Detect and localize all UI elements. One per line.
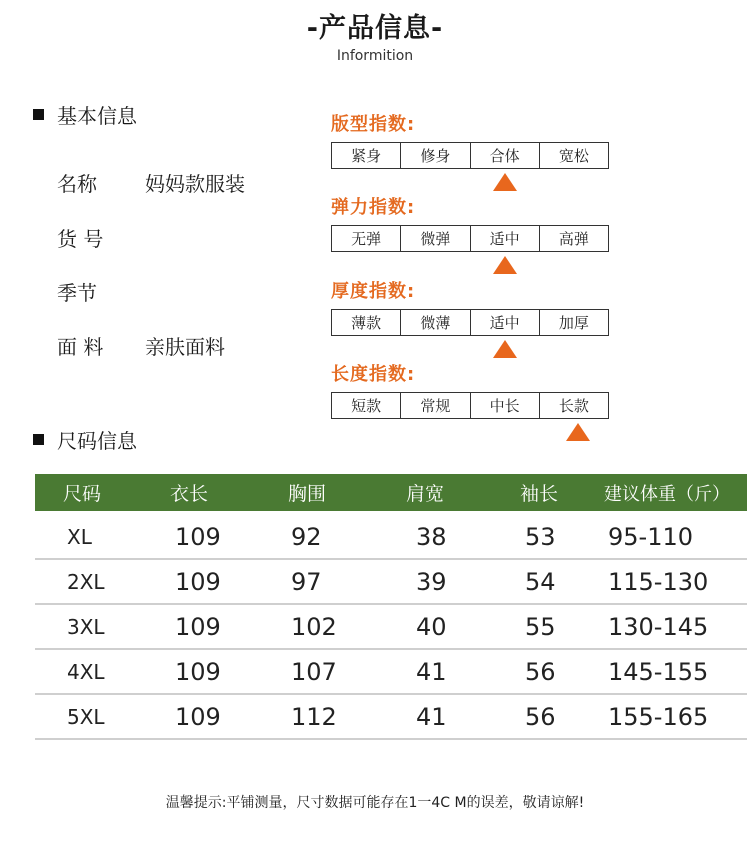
- table-cell: 145-155: [608, 657, 709, 686]
- table-cell: 54: [525, 567, 556, 596]
- index-title: 版型指数:: [331, 114, 416, 135]
- table-cell: 95-110: [608, 522, 694, 551]
- table-cell: 107: [291, 657, 337, 686]
- page-title: -产品信息-: [306, 13, 444, 44]
- index-block-thickness: [331, 277, 609, 358]
- scale-option: 微弹: [401, 226, 470, 251]
- info-value-name: 妈妈款服装: [145, 172, 245, 196]
- info-label-fabric: 面 料: [57, 335, 104, 359]
- selected-marker-icon: [493, 173, 517, 191]
- scale-option: 微薄: [401, 310, 470, 335]
- index-scale: [331, 225, 609, 252]
- selected-marker-icon: [493, 340, 517, 358]
- table-cell: 92: [291, 522, 322, 551]
- table-cell: 56: [525, 702, 556, 731]
- table-cell: 39: [416, 567, 447, 596]
- info-label-season: 季节: [57, 281, 97, 305]
- table-cell: 112: [291, 702, 337, 731]
- table-cell: 56: [525, 657, 556, 686]
- index-block-fit: [331, 110, 609, 191]
- scale-option: 适中: [471, 226, 540, 251]
- table-cell: 109: [175, 612, 221, 641]
- table-row: [35, 605, 747, 650]
- table-cell: 38: [416, 522, 447, 551]
- table-row: [35, 695, 747, 740]
- size-table: [35, 474, 747, 740]
- table-cell: 155-165: [608, 702, 709, 731]
- header-cell: 建议体重（斤）: [604, 483, 730, 505]
- basic-info-heading-text: 基本信息: [57, 104, 137, 128]
- table-cell: 115-130: [608, 567, 709, 596]
- index-title: 弹力指数:: [331, 197, 416, 218]
- size-table-header: [35, 474, 747, 511]
- size-info-heading: [33, 425, 137, 454]
- table-cell: 40: [416, 612, 447, 641]
- table-cell: XL: [67, 524, 92, 549]
- scale-option: 长款: [558, 397, 589, 415]
- selected-marker-icon: [493, 256, 517, 274]
- info-label-name: 名称: [57, 172, 97, 196]
- table-cell: 53: [525, 522, 556, 551]
- info-label-item-no: 货 号: [57, 227, 104, 251]
- table-cell: 130-145: [608, 612, 709, 641]
- header-cell: 肩宽: [406, 483, 445, 505]
- table-cell: 109: [175, 657, 221, 686]
- header-cell: 尺码: [63, 483, 102, 505]
- index-block-elasticity: [331, 193, 609, 274]
- basic-info-heading: [33, 100, 137, 129]
- table-cell: 102: [291, 612, 337, 641]
- index-scale: [331, 142, 609, 169]
- scale-option: 合体: [471, 143, 540, 168]
- table-row: [35, 650, 747, 695]
- scale-option: 中长: [471, 393, 540, 418]
- table-cell: 5XL: [67, 704, 105, 729]
- table-cell: 2XL: [67, 569, 105, 594]
- square-bullet-icon: [33, 109, 44, 120]
- size-info-heading-text: 尺码信息: [57, 429, 137, 453]
- table-cell: 41: [416, 702, 447, 731]
- index-title: 长度指数:: [331, 364, 416, 385]
- scale-option: 适中: [471, 310, 540, 335]
- index-scale: [331, 309, 609, 336]
- scale-option: 无弹: [332, 226, 401, 251]
- selected-marker-icon: [566, 423, 590, 441]
- header-cell: 袖长: [520, 483, 559, 505]
- table-cell: 41: [416, 657, 447, 686]
- table-row: [35, 560, 747, 605]
- index-title: 厚度指数:: [331, 281, 416, 302]
- scale-option: 修身: [401, 143, 470, 168]
- info-value-fabric: 亲肤面料: [145, 335, 225, 359]
- measurement-note: 温馨提示:平铺测量，尺寸数据可能存在1一4C M的误差，敬请谅解!: [165, 795, 585, 811]
- table-row: [35, 515, 747, 560]
- scale-option: 常规: [401, 393, 470, 418]
- header-cell: 胸围: [288, 483, 327, 505]
- square-bullet-icon: [33, 434, 44, 445]
- index-block-length: [331, 360, 609, 441]
- scale-option: 短款: [332, 393, 401, 418]
- table-cell: 4XL: [67, 659, 105, 684]
- scale-option: 加厚: [558, 314, 589, 332]
- header-cell: 衣长: [170, 483, 209, 505]
- table-cell: 55: [525, 612, 556, 641]
- table-cell: 3XL: [67, 614, 105, 639]
- scale-option: 宽松: [558, 147, 589, 165]
- scale-option: 紧身: [332, 143, 401, 168]
- table-cell: 97: [291, 567, 322, 596]
- table-cell: 109: [175, 522, 221, 551]
- table-cell: 109: [175, 567, 221, 596]
- scale-option: 薄款: [332, 310, 401, 335]
- page-subtitle: Informition: [336, 48, 414, 64]
- table-cell: 109: [175, 702, 221, 731]
- scale-option: 高弹: [558, 230, 589, 248]
- index-scale: [331, 392, 609, 419]
